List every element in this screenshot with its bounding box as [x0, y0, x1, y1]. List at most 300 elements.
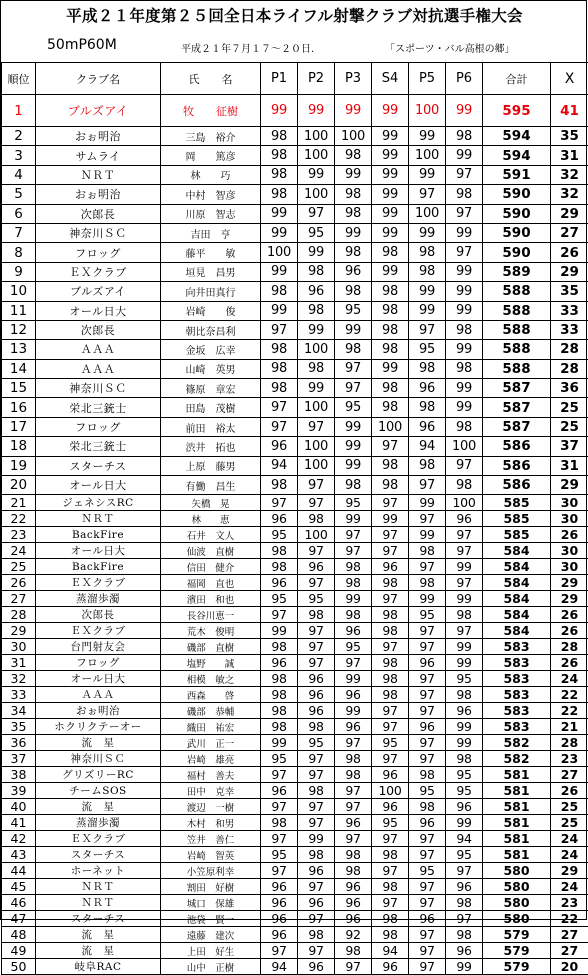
- rank-cell: 6: [2, 204, 36, 223]
- s4-cell: 98: [372, 243, 409, 262]
- p1-cell: 97: [261, 398, 298, 417]
- total-cell: 588: [483, 320, 551, 339]
- header-row: [2, 63, 588, 95]
- rank-cell: 11: [2, 301, 36, 320]
- name-cell: 川原 智志: [161, 204, 261, 223]
- result-row: [2, 204, 588, 223]
- p3-cell: 97: [335, 959, 372, 975]
- total-cell: 582: [483, 751, 551, 767]
- p2-cell: 98: [298, 262, 335, 281]
- p6-cell: 98: [446, 607, 483, 623]
- rank-cell: 42: [2, 831, 36, 847]
- p5-cell: 96: [409, 719, 446, 735]
- rank-cell: 39: [2, 783, 36, 799]
- p3-cell: 95: [335, 639, 372, 655]
- club-cell: 神奈川ＳＣ: [36, 379, 161, 398]
- p2-cell: 96: [298, 959, 335, 975]
- x-count-cell: 29: [551, 863, 588, 879]
- results-table: [1, 62, 588, 975]
- club-cell: フロッグ: [36, 243, 161, 262]
- x-count-cell: 28: [551, 735, 588, 751]
- p2-cell: 97: [298, 476, 335, 495]
- name-cell: 石井 文人: [161, 527, 261, 543]
- p6-cell: 95: [446, 783, 483, 799]
- name-cell: 渡辺 一樹: [161, 799, 261, 815]
- p1-cell: 98: [261, 559, 298, 575]
- name-cell: 林 恵: [161, 511, 261, 527]
- s4-cell: 98: [372, 301, 409, 320]
- club-cell: ＥＸクラブ: [36, 575, 161, 591]
- p1-cell: 99: [261, 623, 298, 639]
- header-p5: P5: [409, 63, 446, 95]
- p2-cell: 97: [298, 655, 335, 671]
- result-row: [2, 687, 588, 703]
- total-cell: 590: [483, 243, 551, 262]
- rank-cell: 29: [2, 623, 36, 639]
- result-row: [2, 223, 588, 242]
- rank-cell: 41: [2, 815, 36, 831]
- p2-cell: 99: [298, 95, 335, 127]
- p1-cell: 98: [261, 687, 298, 703]
- p6-cell: 99: [446, 301, 483, 320]
- club-cell: 岐阜RAC: [36, 959, 161, 975]
- club-cell: BackFire: [36, 559, 161, 575]
- p6-cell: 95: [446, 671, 483, 687]
- x-count-cell: 26: [551, 623, 588, 639]
- club-cell: おぉ明治: [36, 127, 161, 146]
- total-cell: 583: [483, 687, 551, 703]
- x-count-cell: 26: [551, 655, 588, 671]
- x-count-cell: 27: [551, 223, 588, 242]
- x-count-cell: 29: [551, 476, 588, 495]
- p5-cell: 97: [409, 320, 446, 339]
- p5-cell: 97: [409, 623, 446, 639]
- club-cell: ＡＡＡ: [36, 687, 161, 703]
- p6-cell: 98: [446, 687, 483, 703]
- p3-cell: 98: [335, 476, 372, 495]
- p2-cell: 96: [298, 687, 335, 703]
- name-cell: 垣見 昌男: [161, 262, 261, 281]
- p1-cell: 96: [261, 655, 298, 671]
- name-cell: 前田 裕太: [161, 417, 261, 436]
- rank-cell: 10: [2, 282, 36, 301]
- p1-cell: 98: [261, 543, 298, 559]
- name-cell: 岡 篤彦: [161, 146, 261, 165]
- club-cell: スターチス: [36, 456, 161, 475]
- p2-cell: 98: [298, 719, 335, 735]
- p3-cell: 99: [335, 95, 372, 127]
- p6-cell: 99: [446, 95, 483, 127]
- x-count-cell: 29: [551, 262, 588, 281]
- p2-cell: 99: [298, 831, 335, 847]
- name-cell: 池袋 賢一: [161, 911, 261, 927]
- p1-cell: 97: [261, 495, 298, 511]
- total-cell: 583: [483, 655, 551, 671]
- p5-cell: 97: [409, 927, 446, 943]
- p5-cell: 99: [409, 223, 446, 242]
- p2-cell: 98: [298, 783, 335, 799]
- p6-cell: 99: [446, 262, 483, 281]
- result-row: [2, 623, 588, 639]
- x-count-cell: 30: [551, 559, 588, 575]
- p2-cell: 98: [298, 847, 335, 863]
- header-p3: P3: [335, 63, 372, 95]
- result-row: [2, 495, 588, 511]
- club-cell: サムライ: [36, 146, 161, 165]
- name-cell: 林 巧: [161, 165, 261, 184]
- p5-cell: 98: [409, 575, 446, 591]
- club-cell: スターチス: [36, 911, 161, 927]
- rank-cell: 14: [2, 359, 36, 378]
- result-row: [2, 417, 588, 436]
- name-cell: 藤平 敏: [161, 243, 261, 262]
- x-count-cell: 29: [551, 591, 588, 607]
- p1-cell: 99: [261, 95, 298, 127]
- result-row: [2, 607, 588, 623]
- p5-cell: 97: [409, 185, 446, 204]
- result-row: [2, 959, 588, 975]
- total-cell: 586: [483, 456, 551, 475]
- rank-cell: 44: [2, 863, 36, 879]
- p2-cell: 100: [298, 127, 335, 146]
- p3-cell: 95: [335, 301, 372, 320]
- p1-cell: 98: [261, 146, 298, 165]
- p3-cell: 97: [335, 783, 372, 799]
- p3-cell: 97: [335, 359, 372, 378]
- x-count-cell: 24: [551, 847, 588, 863]
- rank-cell: 48: [2, 927, 36, 943]
- p3-cell: 98: [335, 146, 372, 165]
- x-count-cell: 22: [551, 911, 588, 927]
- club-cell: ＡＡＡ: [36, 359, 161, 378]
- name-cell: 上田 好生: [161, 943, 261, 959]
- p6-cell: 99: [446, 735, 483, 751]
- result-row: [2, 320, 588, 339]
- name-cell: 吉田 亨: [161, 223, 261, 242]
- page-title: 平成２１年度第２５回全日本ライフル射撃クラブ対抗選手権大会: [1, 4, 588, 26]
- s4-cell: 97: [372, 437, 409, 456]
- p6-cell: 97: [446, 243, 483, 262]
- total-cell: 586: [483, 437, 551, 456]
- s4-cell: 98: [372, 456, 409, 475]
- total-cell: 579: [483, 943, 551, 959]
- p5-cell: 98: [409, 543, 446, 559]
- club-cell: 流 星: [36, 927, 161, 943]
- rank-cell: 12: [2, 320, 36, 339]
- result-row: [2, 185, 588, 204]
- p5-cell: 95: [409, 863, 446, 879]
- name-cell: 磯部 恭輔: [161, 703, 261, 719]
- p5-cell: 98: [409, 243, 446, 262]
- rank-cell: 16: [2, 398, 36, 417]
- p5-cell: 98: [409, 359, 446, 378]
- rank-cell: 26: [2, 575, 36, 591]
- s4-cell: 100: [372, 417, 409, 436]
- total-cell: 580: [483, 863, 551, 879]
- club-cell: ブルズアイ: [36, 95, 161, 127]
- p1-cell: 96: [261, 575, 298, 591]
- rank-cell: 40: [2, 799, 36, 815]
- p3-cell: 98: [335, 767, 372, 783]
- p1-cell: 98: [261, 282, 298, 301]
- p1-cell: 95: [261, 751, 298, 767]
- rank-cell: 38: [2, 767, 36, 783]
- s4-cell: 98: [372, 398, 409, 417]
- result-row: [2, 895, 588, 911]
- p1-cell: 94: [261, 959, 298, 975]
- p5-cell: 99: [409, 591, 446, 607]
- rank-cell: 45: [2, 879, 36, 895]
- s4-cell: 100: [372, 783, 409, 799]
- p6-cell: 100: [446, 437, 483, 456]
- s4-cell: 99: [372, 165, 409, 184]
- club-cell: おぉ明治: [36, 703, 161, 719]
- club-cell: 流 星: [36, 943, 161, 959]
- s4-cell: 98: [372, 927, 409, 943]
- result-row: [2, 379, 588, 398]
- total-cell: 589: [483, 262, 551, 281]
- name-cell: 金坂 広幸: [161, 340, 261, 359]
- p2-cell: 100: [298, 340, 335, 359]
- p5-cell: 97: [409, 687, 446, 703]
- name-cell: 田中 克幸: [161, 783, 261, 799]
- p5-cell: 95: [409, 340, 446, 359]
- p1-cell: 96: [261, 437, 298, 456]
- p6-cell: 99: [446, 398, 483, 417]
- total-cell: 590: [483, 185, 551, 204]
- p1-cell: 96: [261, 911, 298, 927]
- total-cell: 581: [483, 815, 551, 831]
- result-row: [2, 146, 588, 165]
- p2-cell: 97: [298, 543, 335, 559]
- p1-cell: 99: [261, 223, 298, 242]
- x-count-cell: 41: [551, 95, 588, 127]
- club-cell: 蒸溜歩濁: [36, 815, 161, 831]
- result-row: [2, 243, 588, 262]
- p3-cell: 97: [335, 799, 372, 815]
- p3-cell: 96: [335, 911, 372, 927]
- total-cell: 588: [483, 359, 551, 378]
- p6-cell: 97: [446, 863, 483, 879]
- p6-cell: 98: [446, 895, 483, 911]
- result-row: [2, 671, 588, 687]
- header-club: クラブ名: [36, 63, 161, 95]
- p1-cell: 98: [261, 815, 298, 831]
- x-count-cell: 22: [551, 703, 588, 719]
- x-count-cell: 28: [551, 639, 588, 655]
- p1-cell: 99: [261, 204, 298, 223]
- name-cell: 朝比奈昌利: [161, 320, 261, 339]
- x-count-cell: 29: [551, 575, 588, 591]
- rank-cell: 7: [2, 223, 36, 242]
- p3-cell: 98: [335, 204, 372, 223]
- p2-cell: 97: [298, 799, 335, 815]
- s4-cell: 97: [372, 895, 409, 911]
- p1-cell: 99: [261, 301, 298, 320]
- rank-cell: 49: [2, 943, 36, 959]
- p2-cell: 98: [298, 359, 335, 378]
- result-row: [2, 543, 588, 559]
- name-cell: 福村 善夫: [161, 767, 261, 783]
- x-count-cell: 25: [551, 815, 588, 831]
- name-cell: 濱田 和也: [161, 591, 261, 607]
- p5-cell: 99: [409, 127, 446, 146]
- p6-cell: 97: [446, 165, 483, 184]
- p5-cell: 94: [409, 437, 446, 456]
- p6-cell: 99: [446, 146, 483, 165]
- p2-cell: 98: [298, 927, 335, 943]
- p6-cell: 96: [446, 799, 483, 815]
- result-row: [2, 879, 588, 895]
- name-cell: 中村 智彦: [161, 185, 261, 204]
- x-count-cell: 31: [551, 456, 588, 475]
- result-row: [2, 815, 588, 831]
- p3-cell: 96: [335, 262, 372, 281]
- p1-cell: 97: [261, 767, 298, 783]
- p3-cell: 97: [335, 735, 372, 751]
- rank-cell: 46: [2, 895, 36, 911]
- p5-cell: 95: [409, 783, 446, 799]
- s4-cell: 98: [372, 879, 409, 895]
- p1-cell: 96: [261, 927, 298, 943]
- rank-cell: 50: [2, 959, 36, 975]
- s4-cell: 99: [372, 359, 409, 378]
- s4-cell: 96: [372, 959, 409, 975]
- p6-cell: 99: [446, 639, 483, 655]
- result-row: [2, 575, 588, 591]
- result-row: [2, 847, 588, 863]
- p2-cell: 98: [298, 607, 335, 623]
- p1-cell: 97: [261, 799, 298, 815]
- s4-cell: 99: [372, 146, 409, 165]
- result-row: [2, 591, 588, 607]
- p2-cell: 98: [298, 511, 335, 527]
- result-row: [2, 927, 588, 943]
- p3-cell: 95: [335, 495, 372, 511]
- s4-cell: 99: [372, 127, 409, 146]
- total-cell: 583: [483, 703, 551, 719]
- club-cell: スターチス: [36, 847, 161, 863]
- p1-cell: 98: [261, 340, 298, 359]
- p2-cell: 95: [298, 735, 335, 751]
- result-row: [2, 456, 588, 475]
- p1-cell: 98: [261, 719, 298, 735]
- p5-cell: 97: [409, 943, 446, 959]
- club-cell: グリズリーRC: [36, 767, 161, 783]
- result-row: [2, 559, 588, 575]
- x-count-cell: 29: [551, 204, 588, 223]
- x-count-cell: 28: [551, 340, 588, 359]
- total-cell: 581: [483, 783, 551, 799]
- p6-cell: 96: [446, 879, 483, 895]
- p6-cell: 99: [446, 379, 483, 398]
- total-cell: 585: [483, 495, 551, 511]
- total-cell: 581: [483, 799, 551, 815]
- p2-cell: 99: [298, 243, 335, 262]
- result-row: [2, 95, 588, 127]
- rank-cell: 21: [2, 495, 36, 511]
- p1-cell: 98: [261, 127, 298, 146]
- p3-cell: 96: [335, 879, 372, 895]
- club-cell: ＥＸクラブ: [36, 623, 161, 639]
- p1-cell: 97: [261, 863, 298, 879]
- s4-cell: 96: [372, 559, 409, 575]
- p2-cell: 97: [298, 204, 335, 223]
- name-cell: 牧 征樹: [161, 95, 261, 127]
- rank-cell: 31: [2, 655, 36, 671]
- total-cell: 581: [483, 831, 551, 847]
- total-cell: 587: [483, 417, 551, 436]
- x-count-cell: 33: [551, 320, 588, 339]
- p6-cell: 99: [446, 559, 483, 575]
- name-cell: 篠原 章宏: [161, 379, 261, 398]
- p6-cell: 96: [446, 511, 483, 527]
- p5-cell: 97: [409, 895, 446, 911]
- rank-cell: 32: [2, 671, 36, 687]
- result-row: [2, 831, 588, 847]
- rank-cell: 9: [2, 262, 36, 281]
- club-cell: BackFire: [36, 527, 161, 543]
- p5-cell: 99: [409, 282, 446, 301]
- p5-cell: 100: [409, 95, 446, 127]
- name-cell: 長谷川恵一: [161, 607, 261, 623]
- header-s4: S4: [372, 63, 409, 95]
- name-cell: 岩崎 俊: [161, 301, 261, 320]
- p5-cell: 98: [409, 456, 446, 475]
- club-cell: オール日大: [36, 476, 161, 495]
- name-cell: 西森 啓: [161, 687, 261, 703]
- rank-cell: 24: [2, 543, 36, 559]
- x-count-cell: 30: [551, 511, 588, 527]
- p2-cell: 99: [298, 165, 335, 184]
- club-cell: 流 星: [36, 799, 161, 815]
- event-dates: 平成２１年７月１７～２０日.: [181, 40, 314, 55]
- p1-cell: 99: [261, 735, 298, 751]
- x-count-cell: 26: [551, 527, 588, 543]
- s4-cell: 99: [372, 511, 409, 527]
- p1-cell: 96: [261, 895, 298, 911]
- p2-cell: 100: [298, 185, 335, 204]
- s4-cell: 95: [372, 815, 409, 831]
- p1-cell: 97: [261, 831, 298, 847]
- p1-cell: 96: [261, 783, 298, 799]
- p6-cell: 99: [446, 815, 483, 831]
- rank-cell: 30: [2, 639, 36, 655]
- rank-cell: 25: [2, 559, 36, 575]
- x-count-cell: 23: [551, 751, 588, 767]
- p6-cell: 98: [446, 359, 483, 378]
- club-cell: ＮＲＴ: [36, 511, 161, 527]
- s4-cell: 97: [372, 495, 409, 511]
- p6-cell: 97: [446, 456, 483, 475]
- x-count-cell: 27: [551, 767, 588, 783]
- result-row: [2, 398, 588, 417]
- p5-cell: 99: [409, 495, 446, 511]
- p5-cell: 96: [409, 655, 446, 671]
- p1-cell: 99: [261, 262, 298, 281]
- p3-cell: 100: [335, 127, 372, 146]
- rank-cell: 23: [2, 527, 36, 543]
- header-p2: P2: [298, 63, 335, 95]
- p3-cell: 98: [335, 847, 372, 863]
- s4-cell: 97: [372, 751, 409, 767]
- rank-cell: 18: [2, 437, 36, 456]
- x-count-cell: 21: [551, 719, 588, 735]
- p5-cell: 97: [409, 671, 446, 687]
- p5-cell: 97: [409, 879, 446, 895]
- total-cell: 583: [483, 719, 551, 735]
- s4-cell: 97: [372, 719, 409, 735]
